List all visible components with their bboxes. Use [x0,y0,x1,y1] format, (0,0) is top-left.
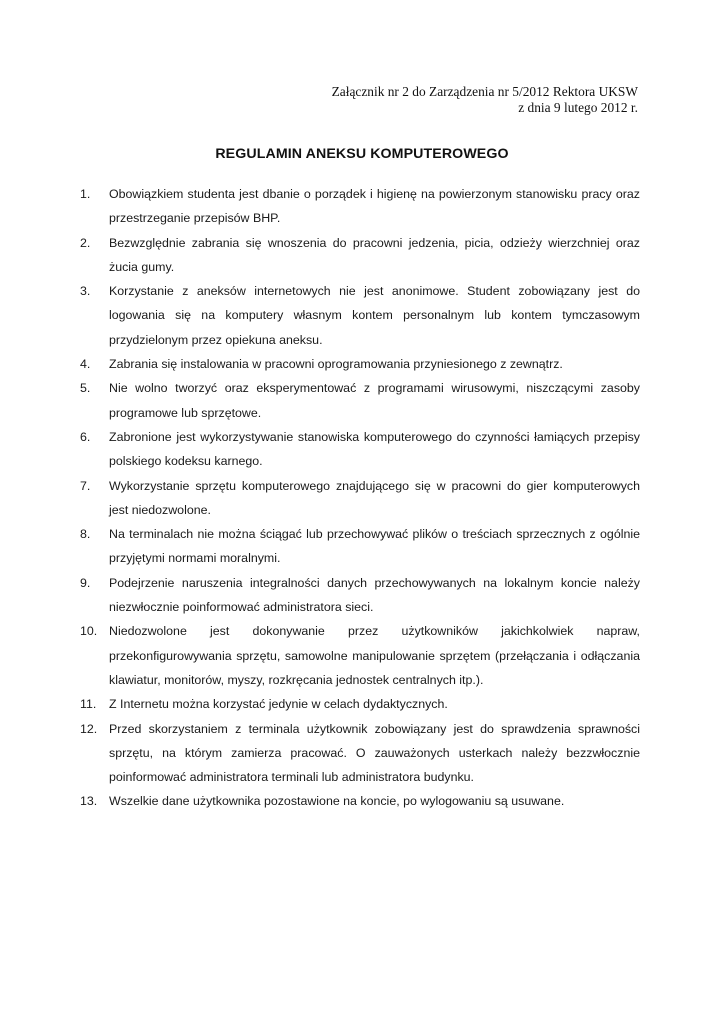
rule-number: 5. [80,381,91,396]
rule-text: Zabrania się instalowania w pracowni oprogramowania przyniesionego z zewnątrz. [109,357,563,372]
rule-text: Wszelkie dane użytkownika pozostawione na koncie, po wylogowaniu są usuwane. [109,794,565,809]
rule-text: Nie wolno tworzyć oraz eksperymentować z programami wirusowymi, niszczącymi zasoby programowe lub sprzętowe. [109,381,640,420]
rule-number: 6. [80,429,91,444]
rule-number: 9. [80,575,91,590]
rule-item-9 [80,571,640,620]
rule-text: Z Internetu można korzystać jedynie w celach dydaktycznych. [109,697,448,712]
rule-text: Przed skorzystaniem z terminala użytkownik zobowiązany jest do sprawdzenia sprawności sprzętu, na którym zamierza pracować. O zauważonych usterkach należy bezzwłocznie poinformować administratora terminali lub administratora budynku. [109,721,640,785]
rule-number: 8. [80,527,91,542]
rule-item-10 [80,619,640,692]
attachment-note-line-1: Załącznik nr 2 do Zarządzenia nr 5/2012 Rektora UKSW [331,84,638,99]
rule-item-4 [80,352,640,376]
rule-number: 2. [80,235,91,250]
rule-item-13 [80,789,640,813]
rule-number: 3. [80,284,91,299]
rule-text: Na terminalach nie można ściągać lub przechowywać plików o treściach sprzecznych z ogólnie przyjętymi normami moralnymi. [109,527,640,566]
rules-list [80,182,640,814]
rule-number: 4. [80,357,91,372]
rule-item-6 [80,425,640,474]
document-title: REGULAMIN ANEKSU KOMPUTEROWEGO [215,146,509,162]
rule-item-2 [80,231,640,280]
rule-number: 10. [80,624,98,639]
rule-number: 12. [80,721,98,736]
rule-text: Niedozwolone jest dokonywanie przez użytkowników jakichkolwiek napraw, przekonfigurowywania sprzętu, samowolne manipulowanie sprzętem (przełączania i odłączania klawiatur, monitorów, myszy, rozkręcania jednostek centralnych itp.). [109,624,640,687]
rule-number: 7. [80,478,91,493]
rule-number: 1. [80,187,91,201]
rule-item-1 [80,182,640,231]
rule-text: Wykorzystanie sprzętu komputerowego znajdującego się w pracowni do gier komputerowych jest niedozwolone. [109,478,640,517]
rule-text: Bezwzględnie zabrania się wnoszenia do pracowni jedzenia, picia, odzieży wierzchniej oraz żucia gumy. [109,235,640,274]
attachment-note [332,84,638,116]
rule-item-3 [80,279,640,352]
rule-number: 11. [80,697,97,712]
rule-text: Obowiązkiem studenta jest dbanie o porządek i higienę na powierzonym stanowisku pracy oraz przestrzeganie przepisów BHP. [109,187,640,226]
rule-item-7 [80,474,640,523]
rule-item-5 [80,376,640,425]
attachment-note-line-2: z dnia 9 lutego 2012 r. [518,100,638,115]
rule-item-12 [80,717,640,790]
rule-item-8 [80,522,640,571]
rule-text: Korzystanie z aneksów internetowych nie jest anonimowe. Student zobowiązany jest do logowania się na komputery własnym kontem personalnym lub kontem tymczasowym przydzielonym przez opiekuna aneksu. [109,284,640,347]
rule-item-11 [80,692,640,716]
rule-text: Zabronione jest wykorzystywanie stanowiska komputerowego do czynności łamiących przepisy polskiego kodeksu karnego. [109,429,640,469]
rule-number: 13. [80,794,98,809]
rule-text: Podejrzenie naruszenia integralności danych przechowywanych na lokalnym koncie należy niezwłocznie poinformować administratora sieci. [109,575,640,615]
